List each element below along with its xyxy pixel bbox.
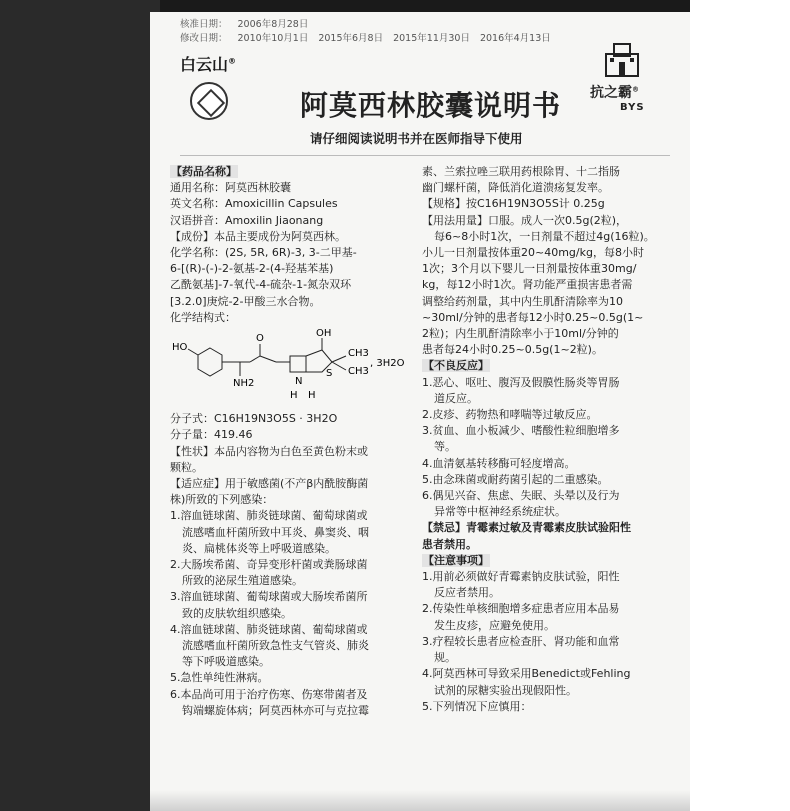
tower-logo-icon	[600, 40, 644, 78]
chem-s: S	[326, 368, 333, 380]
background-white	[690, 0, 790, 811]
chem-nh2: NH2	[233, 378, 255, 390]
text-line: 发生皮疹，应避免使用。	[434, 618, 555, 632]
leaflet-sheet	[150, 12, 690, 811]
right-column	[422, 164, 672, 715]
text-line: 试剂的尿糖实验出现假阳性。	[434, 683, 577, 697]
brand-right: 抗之霸®	[590, 85, 639, 101]
seal-icon	[190, 82, 228, 120]
modify-label: 修改日期：	[180, 33, 228, 44]
text-line: 反应者禁用。	[434, 586, 500, 600]
text-line: 等。	[434, 440, 456, 454]
text-line: 患者每24小时0.25~0.5g(1~2粒)。	[422, 343, 603, 357]
text-line: 钩端螺旋体病；阿莫西林亦可与克拉霉	[182, 703, 369, 717]
text-line: 等下呼吸道感染。	[182, 655, 270, 669]
text-line: 6.本品尚可用于治疗伤寒、伤寒带菌者及	[170, 687, 368, 701]
text-line: 【用法用量】口服。成人一次0.5g(2粒)，	[422, 213, 628, 227]
weight-line: 分子量：419.46	[170, 428, 253, 442]
text-line: 2.大肠埃希菌、奇异变形杆菌或粪肠球菌	[170, 558, 368, 572]
modify-date: 2010年10月1日	[237, 33, 309, 44]
text-line: 1.溶血链球菌、肺炎链球菌、葡萄球菌或	[170, 509, 368, 523]
text-line: 素、兰索拉唑三联用药根除胃、十二指肠	[422, 165, 620, 178]
text-line: 【药品名称】	[171, 165, 237, 178]
text-line: 4.血清氨基转移酶可轻度增高。	[422, 456, 576, 470]
modify-date: 2015年11月30日	[393, 33, 470, 44]
text-line: 2.皮疹、药物热和哮喘等过敏反应。	[422, 408, 598, 422]
approve-date: 2006年8月28日	[237, 19, 309, 30]
text-line: 流感嗜血杆菌所致急性支气管炎、肺炎	[182, 639, 369, 653]
text-line: 道反应。	[434, 391, 478, 405]
text-line: 5.急性单纯性淋病。	[170, 671, 269, 685]
text-line: 所致的泌尿生殖道感染。	[182, 574, 303, 588]
text-line: 【性状】本品内容物为白色至黄色粉末或	[170, 444, 368, 458]
text-line: 【不良反应】	[423, 359, 489, 373]
chem-oh: OH	[316, 328, 332, 340]
text-line: 3.贫血、血小板减少、嗜酸性粒细胞增多	[422, 424, 620, 438]
background-shadow	[0, 0, 160, 811]
text-line: 2粒)；内生肌酐清除率小于10ml/分钟的	[422, 327, 619, 341]
approve-label: 核准日期：	[180, 19, 228, 30]
chem-ch3: CH3	[348, 366, 369, 378]
text-line: 【注意事项】	[423, 553, 489, 567]
text-line: 5.由念珠菌或耐药菌引起的二重感染。	[422, 472, 609, 486]
text-line: 3.疗程较长患者应检查肝、肾功能和血常	[422, 634, 620, 648]
text-line: 规。	[434, 651, 456, 665]
text-line: [3.2.0]庚烷-2-甲酸三水合物。	[170, 294, 321, 308]
formula-line: 分子式：C16H19N3O5S · 3H2O	[170, 412, 338, 426]
text-line: 3.溶血链球菌、葡萄球菌或大肠埃希菌所	[170, 590, 368, 604]
text-line: 化学结构式：	[170, 310, 236, 324]
text-line: 4.溶血链球菌、肺炎链球菌、葡萄球菌或	[170, 622, 368, 636]
text-line: 6.偶见兴奋、焦虑、失眠、头晕以及行为	[422, 489, 620, 503]
text-line: 异常等中枢神经系统症状。	[434, 505, 566, 519]
text-line: 患者禁用。	[422, 537, 477, 551]
left-column	[170, 164, 410, 719]
text-line: 4.阿莫西林可导致采用Benedict或Fehling	[422, 667, 631, 681]
chem-h: H	[308, 390, 316, 402]
text-line: 英文名称：Amoxicillin Capsules	[170, 197, 338, 211]
text-line: 【禁忌】青霉素过敏及青霉素皮肤试验阳性	[422, 521, 631, 535]
text-line: kg，每12小时1次。肾功能严重损害患者需	[422, 278, 633, 292]
sheet-bottom-shade	[150, 790, 690, 811]
page-subtitle: 请仔细阅读说明书并在医师指导下使用	[310, 131, 523, 146]
chemical-structure	[170, 326, 410, 406]
text-line: 【适应症】用于敏感菌(不产β内酰胺酶菌	[170, 477, 369, 491]
text-line: 化学名称：(2S, 5R, 6R)-3, 3-二甲基-	[170, 246, 357, 260]
text-line: 小儿一日剂量按体重20~40mg/kg，每8小时	[422, 246, 644, 260]
text-line: 2.传染性单核细胞增多症患者应用本品易	[422, 602, 620, 616]
text-line: 1次；3个月以下婴儿一日剂量按体重30mg/	[422, 262, 637, 276]
chem-ho: HO	[172, 342, 188, 354]
chem-ch3: CH3	[348, 348, 369, 360]
text-line: 调整给药剂量，其中内生肌酐清除率为10	[422, 294, 623, 308]
text-line: 流感嗜血杆菌所致中耳炎、鼻窦炎、咽	[182, 525, 369, 539]
text-line: 株)所致的下列感染：	[170, 493, 274, 507]
text-line: 5.下列情况下应慎用：	[422, 699, 532, 713]
text-line: 乙酰氨基]-7-氧代-4-硫杂-1-氮杂双环	[170, 278, 352, 292]
text-line: 炎、扁桃体炎等上呼吸道感染。	[182, 541, 336, 555]
page-title: 阿莫西林胶囊说明书	[300, 89, 562, 122]
divider	[180, 155, 670, 156]
text-line: 6-[(R)-(-)-2-氨基-2-(4-羟基苯基)	[170, 262, 334, 276]
chem-n: N	[295, 376, 303, 388]
chem-water: , 3H2O	[370, 358, 405, 370]
text-line: 颗粒。	[170, 460, 203, 474]
text-line: 1.用前必须做好青霉素钠皮肤试验，阳性	[422, 570, 620, 584]
chem-o: O	[256, 333, 264, 345]
dates-block	[180, 18, 561, 46]
text-line: 汉语拼音：Amoxilin Jiaonang	[170, 213, 324, 227]
chem-h: H	[290, 390, 298, 402]
text-line: 每6~8小时1次，一日剂量不超过4g(16粒)。	[434, 229, 655, 243]
text-line: 通用名称：阿莫西林胶囊	[170, 181, 291, 195]
brand-code: BYS	[620, 102, 645, 113]
text-line: 致的皮肤软组织感染。	[182, 606, 292, 620]
modify-date: 2015年6月8日	[318, 33, 384, 44]
text-line: 【成份】本品主要成份为阿莫西林。	[170, 229, 346, 243]
brand-left: 白云山®	[180, 55, 237, 74]
text-line: 【规格】按C16H19N3O5S计 0.25g	[422, 197, 605, 211]
text-line: 幽门螺杆菌，降低消化道溃疡复发率。	[422, 181, 609, 195]
text-line: 1.恶心、呕吐、腹泻及假膜性肠炎等胃肠	[422, 375, 620, 389]
modify-date: 2016年4月13日	[479, 33, 551, 44]
text-line: ~30ml/分钟的患者每12小时0.25~0.5g(1~	[422, 310, 644, 324]
